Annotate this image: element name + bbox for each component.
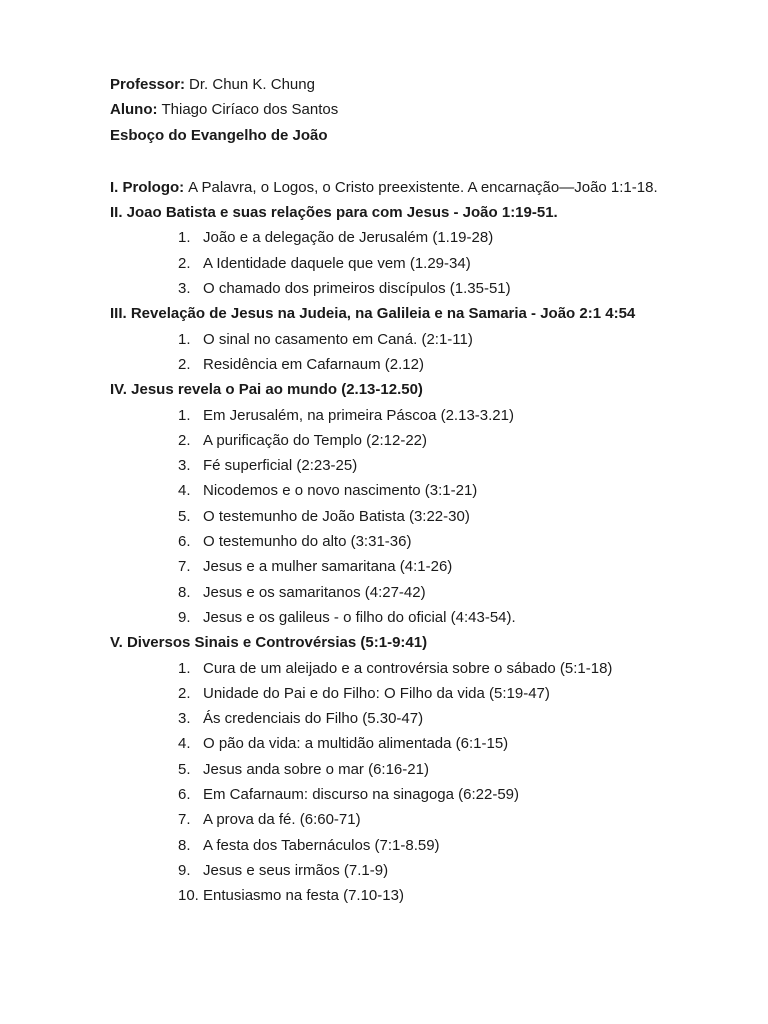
item-number: 3. — [178, 280, 191, 298]
section-heading-bold: V. Diversos Sinais e Controvérsias (5:1-9:41) — [110, 634, 428, 652]
item-text: A festa dos Tabernáculos (7:1-8.59) — [203, 836, 440, 854]
item-number: 7. — [178, 558, 191, 576]
item-text: Ás credenciais do Filho (5.30-47) — [203, 710, 424, 728]
item-text: Jesus e a mulher samaritana (4:1-26) — [203, 558, 453, 576]
outline-item — [110, 883, 676, 908]
outline-item — [110, 276, 676, 301]
item-text: O testemunho de João Batista (3:22-30) — [203, 507, 470, 525]
section-heading-bold: III. Revelação de Jesus na Judeia, na Galileia e na Samaria - João 2:1 4:54 — [110, 305, 636, 323]
item-text: Jesus e os samaritanos (4:27-42) — [203, 583, 426, 601]
professor-value: Dr. Chun K. Chung — [189, 76, 315, 93]
section-heading — [110, 630, 676, 655]
outline-item — [110, 478, 676, 503]
item-number: 7. — [178, 811, 191, 829]
item-text: A purificação do Templo (2:12-22) — [203, 431, 428, 449]
outline-item — [110, 428, 676, 453]
item-text: Nicodemos e o novo nascimento (3:1-21) — [203, 482, 478, 500]
item-text: A Identidade daquele que vem (1.29-34) — [203, 254, 471, 272]
item-text: Entusiasmo na festa (7.10-13) — [203, 887, 404, 905]
outline-item — [110, 605, 676, 630]
section-heading-bold: II. Joao Batista e suas relações para com Jesus - João 1:19-51. — [110, 204, 558, 222]
student-line — [110, 97, 676, 122]
section-heading-bold: IV. Jesus revela o Pai ao mundo (2.13-12.50) — [110, 381, 423, 399]
item-text: O testemunho do alto (3:31-36) — [203, 533, 412, 551]
item-number: 5. — [178, 760, 191, 778]
outline-item — [110, 706, 676, 731]
item-number: 2. — [178, 355, 191, 373]
document-title: Esboço do Evangelho de João — [110, 126, 328, 144]
item-number: 10. — [178, 887, 199, 905]
item-number: 3. — [178, 457, 191, 475]
outline-item — [110, 225, 676, 250]
outline — [110, 175, 676, 909]
item-number: 8. — [178, 583, 191, 601]
item-text: Fé superficial (2:23-25) — [203, 457, 358, 475]
outline-item — [110, 807, 676, 832]
professor-line — [110, 72, 676, 97]
item-text: Em Cafarnaum: discurso na sinagoga (6:22-59) — [203, 786, 519, 804]
item-text: Em Jerusalém, na primeira Páscoa (2.13-3.21) — [203, 406, 514, 424]
outline-item — [110, 833, 676, 858]
item-text: Jesus e os galileus - o filho do oficial (4:43-54). — [203, 608, 516, 626]
item-text: O chamado dos primeiros discípulos (1.35-51) — [203, 280, 511, 298]
item-number: 6. — [178, 786, 191, 804]
item-number: 1. — [178, 229, 191, 247]
item-text: Unidade do Pai e do Filho: O Filho da vida (5:19-47) — [203, 684, 550, 702]
item-number: 8. — [178, 836, 191, 854]
item-text: Jesus e seus irmãos (7.1-9) — [203, 861, 389, 879]
item-text: Residência em Cafarnaum (2.12) — [203, 355, 424, 373]
item-number: 6. — [178, 533, 191, 551]
item-text: O sinal no casamento em Caná. (2:1-11) — [203, 330, 473, 348]
item-number: 4. — [178, 482, 191, 500]
outline-item — [110, 731, 676, 756]
section-heading-text: A Palavra, o Logos, o Cristo preexistente. A encarnação—João 1:1-18. — [188, 178, 658, 196]
item-number: 2. — [178, 254, 191, 272]
section-heading — [110, 377, 676, 402]
item-number: 9. — [178, 608, 191, 626]
outline-item — [110, 403, 676, 428]
outline-item — [110, 782, 676, 807]
professor-label: Professor: — [110, 76, 186, 93]
section-heading — [110, 301, 676, 326]
outline-item — [110, 757, 676, 782]
outline-item — [110, 681, 676, 706]
item-number: 4. — [178, 735, 191, 753]
outline-item — [110, 504, 676, 529]
item-number: 2. — [178, 431, 191, 449]
section-heading — [110, 175, 676, 200]
item-number: 1. — [178, 330, 191, 348]
outline-item — [110, 580, 676, 605]
section-heading-bold: I. Prologo: — [110, 178, 185, 196]
item-number: 1. — [178, 406, 191, 424]
item-text: Jesus anda sobre o mar (6:16-21) — [203, 760, 429, 778]
outline-item — [110, 352, 676, 377]
item-text: A prova da fé. (6:60-71) — [203, 811, 361, 829]
item-number: 5. — [178, 507, 191, 525]
outline-item — [110, 554, 676, 579]
item-number: 2. — [178, 684, 191, 702]
item-number: 1. — [178, 659, 191, 677]
outline-item — [110, 327, 676, 352]
document-content — [110, 72, 676, 909]
outline-item — [110, 529, 676, 554]
student-label: Aluno: — [110, 101, 158, 119]
outline-item — [110, 453, 676, 478]
outline-item — [110, 656, 676, 681]
outline-item — [110, 858, 676, 883]
item-number: 9. — [178, 861, 191, 879]
item-text: Cura de um aleijado e a controvérsia sobre o sábado (5:1-18) — [203, 659, 613, 677]
item-text: João e a delegação de Jerusalém (1.19-28) — [203, 229, 494, 247]
item-text: O pão da vida: a multidão alimentada (6:1-15) — [203, 735, 509, 753]
section-heading — [110, 200, 676, 225]
outline-item — [110, 251, 676, 276]
item-number: 3. — [178, 710, 191, 728]
student-value: Thiago Ciríaco dos Santos — [161, 101, 339, 119]
